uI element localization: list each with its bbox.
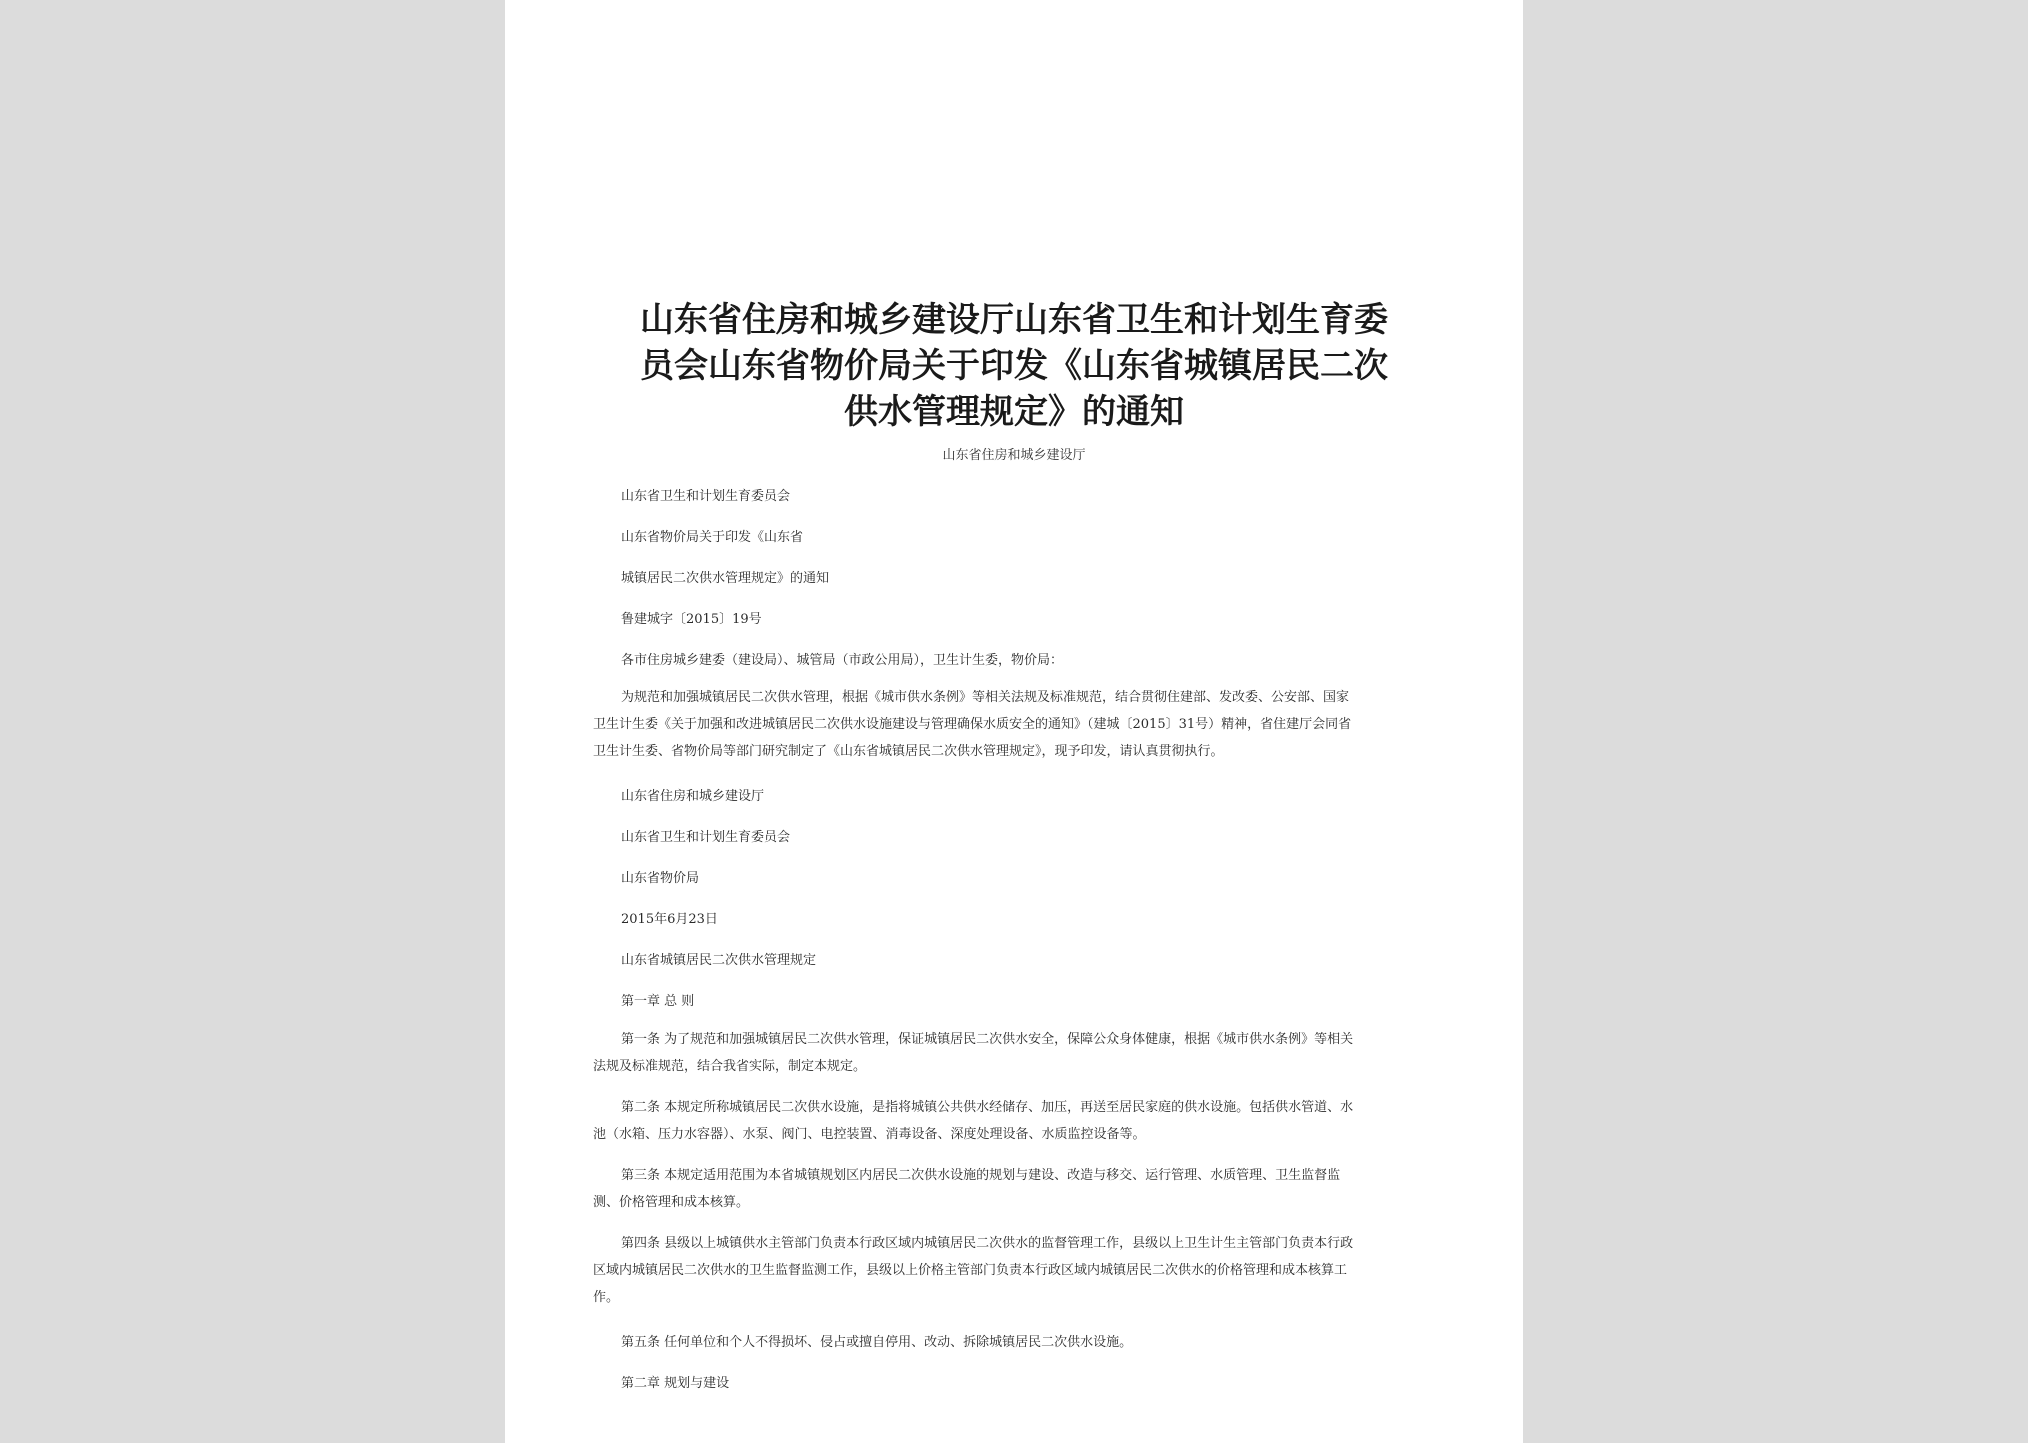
title-line: 员会山东省物价局关于印发《山东省城镇居民二次 [640, 346, 1388, 386]
signature-line: 山东省卫生和计划生育委员会 [621, 830, 791, 845]
paragraph-line: 卫生计生委《关于加强和改进城镇居民二次供水设施建设与管理确保水质安全的通知》（建城〔2015〕31号）精神，省住建厅会同省 [593, 717, 1352, 732]
article-1 [593, 1026, 1443, 1080]
paragraph-line: 第三条 本规定适用范围为本省城镇规划区内居民二次供水设施的规划与建设、改造与移交、运行管理、水质管理、卫生监督监 [621, 1168, 1341, 1183]
issuer-line: 山东省住房和城乡建设厅 [942, 448, 1086, 463]
paragraph-line: 第四条 县级以上城镇供水主管部门负责本行政区域内城镇居民二次供水的监督管理工作，县级以上卫生计生主管部门负责本行政 [621, 1236, 1354, 1251]
paragraph-line: 第二条 本规定所称城镇居民二次供水设施，是指将城镇公共供水经储存、加压，再送至居民家庭的供水设施。包括供水管道、水 [621, 1100, 1354, 1115]
paragraph-line: 测、价格管理和成本核算。 [593, 1195, 750, 1210]
paragraph-line: 卫生计生委、省物价局等部门研究制定了《山东省城镇居民二次供水管理规定》，现予印发，请认真贯彻执行。 [593, 744, 1224, 759]
header-line: 山东省卫生和计划生育委员会 [621, 489, 791, 504]
paragraph-line: 作。 [593, 1290, 620, 1305]
article-5: 第五条 任何单位和个人不得损坏、侵占或擅自停用、改动、拆除城镇居民二次供水设施。 [621, 1335, 1133, 1350]
signature-line: 山东省物价局 [621, 871, 700, 886]
paragraph-line: 为规范和加强城镇居民二次供水管理，根据《城市供水条例》等相关法规及标准规范，结合贯彻住建部、发改委、公安部、国家 [621, 690, 1350, 705]
header-line: 城镇居民二次供水管理规定》的通知 [621, 571, 830, 586]
paragraph-line: 第一条 为了规范和加强城镇居民二次供水管理，保证城镇居民二次供水安全，保障公众身体健康，根据《城市供水条例》等相关 [621, 1032, 1354, 1047]
header-line: 山东省物价局关于印发《山东省 [621, 530, 804, 545]
date-line: 2015年6月23日 [621, 912, 718, 927]
article-3 [593, 1162, 1443, 1216]
title-line: 山东省住房和城乡建设厅山东省卫生和计划生育委 [640, 300, 1388, 340]
paragraph-line: 法规及标准规范，结合我省实际，制定本规定。 [593, 1059, 867, 1074]
article-4 [593, 1230, 1443, 1311]
intro-paragraph [593, 684, 1443, 765]
paragraph-line: 区域内城镇居民二次供水的卫生监督监测工作，县级以上价格主管部门负责本行政区域内城镇居民二次供水的价格管理和成本核算工 [593, 1263, 1348, 1278]
addressee-line: 各市住房城乡建委（建设局）、城管局（市政公用局），卫生计生委，物价局： [621, 653, 1064, 668]
chapter-heading: 第一章 总 则 [621, 994, 695, 1009]
document-page [505, 0, 1523, 1443]
title-line: 供水管理规定》的通知 [844, 392, 1184, 432]
signature-line: 山东省住房和城乡建设厅 [621, 789, 765, 804]
chapter-heading: 第二章 规划与建设 [621, 1376, 730, 1391]
regulation-title: 山东省城镇居民二次供水管理规定 [621, 953, 817, 968]
paragraph-line: 池（水箱、压力水容器）、水泵、阀门、电控装置、消毒设备、深度处理设备、水质监控设备等。 [593, 1127, 1146, 1142]
document-number: 鲁建城字〔2015〕19号 [621, 612, 762, 627]
article-2 [593, 1094, 1443, 1148]
document-title [599, 297, 1429, 435]
